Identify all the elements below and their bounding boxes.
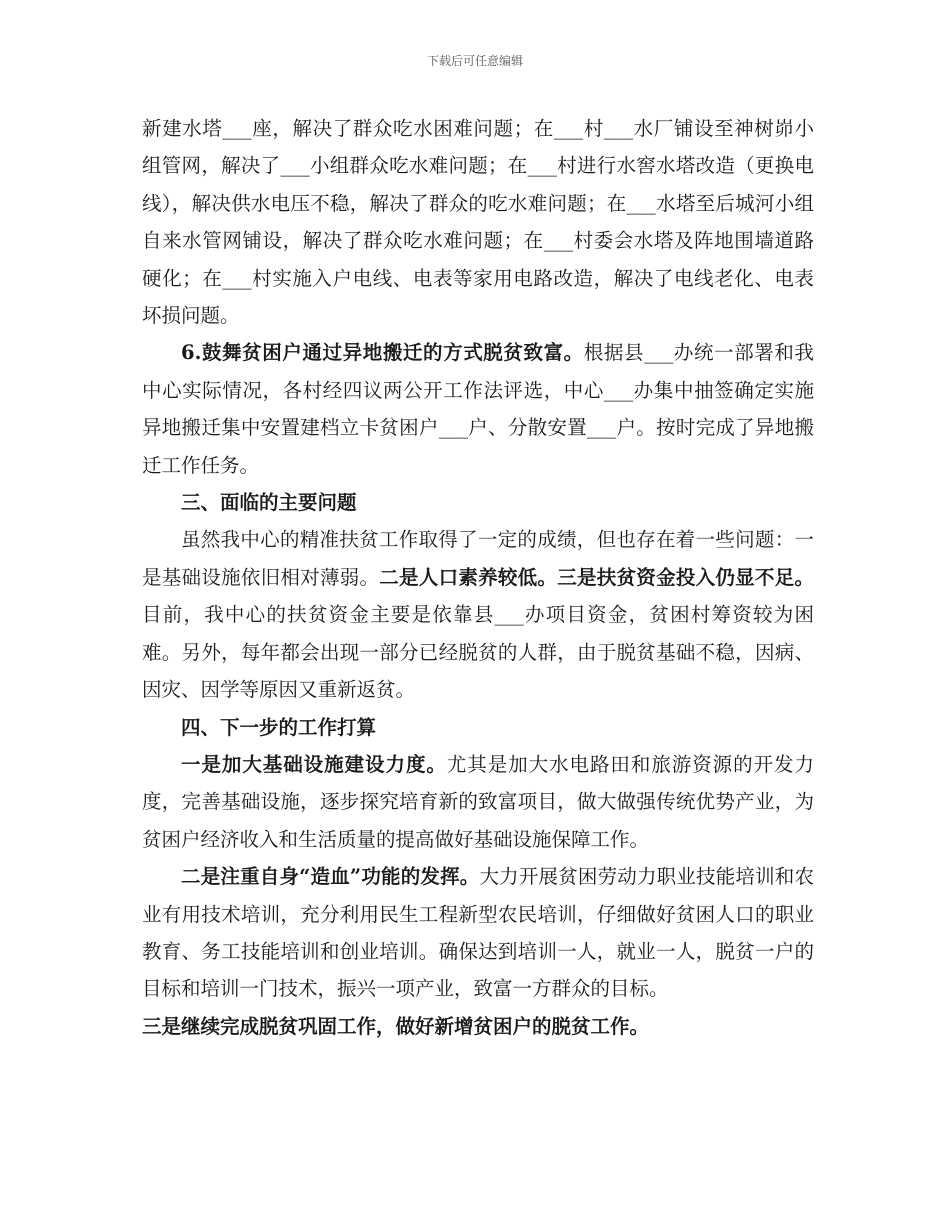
paragraph-text: 根据县___办统一部署和我中心实际情况，各村经四议两公开工作法评选，中心___办集中抽签确定实施异地搬迁集中安置建档立卡贫困户___户、分散安置___户。按时完成了异地搬迁工作任务。 — [142, 341, 814, 477]
paragraph-emphasis: 三是扶贫资金投入仍显不足。 — [557, 565, 814, 589]
paragraph-water-projects — [142, 110, 814, 334]
paragraph-lead: 一是加大基础设施建设力度。 — [181, 752, 447, 776]
paragraph-problems — [142, 521, 814, 708]
paragraph-text: 虽然我中心的精准扶贫工作取得了一定的成绩，但也存在着一些问题：一是基础设施依旧相对薄弱。 — [142, 528, 814, 589]
document-body — [142, 110, 814, 1045]
section-heading-next-steps: 四、下一步的工作打算 — [181, 715, 377, 739]
paragraph-text: 目前，我中心的扶贫资金主要是依靠县___办项目资金，贫困村筹资较为困难。另外，每年都会出现一部分已经脱贫的人群，由于脱贫基础不稳，因病、因灾、因学等原因又重新返贫。 — [142, 603, 814, 702]
paragraph-lead: 二是注重自身“造血”功能的发挥。 — [181, 865, 480, 889]
section-heading-problems: 三、面临的主要问题 — [181, 491, 357, 515]
paragraph-relocation — [142, 334, 814, 484]
paragraph-text: 尤其是加大水电路田和旅游资源的开发力度，完善基础设施，逐步探究培育新的致富项目，做大做强传统优势产业，为贫困户经济收入和生活质量的提高做好基础设施保障工作。 — [142, 752, 814, 851]
paragraph-self-development — [142, 858, 814, 1008]
paragraph-text: 大力开展贫困劳动力职业技能培训和农业有用技术培训，充分利用民生工程新型农民培训，仔细做好贫困人口的职业教育、务工技能培训和创业培训。确保达到培训一人，就业一人，脱贫一户的目标和培训一门技术，振兴一项产业，致富一方群众的目标。 — [142, 865, 814, 1001]
paragraph-emphasis: 二是人口素养较低。 — [379, 565, 558, 589]
paragraph-lead: 6.鼓舞贫困户通过异地搬迁的方式脱贫致富。 — [181, 341, 584, 365]
paragraph-consolidation: 三是继续完成脱贫巩固工作，做好新增贫困户的脱贫工作。 — [142, 1014, 650, 1038]
paragraph-text: 新建水塔___座，解决了群众吃水困难问题；在___村___水厂铺设至神树峁小组管网，解决了___小组群众吃水难问题；在___村进行水窖水塔改造（更换电线），解决供水电压不稳，解决了群众的吃水难问题；在___水塔至后城河小组自来水管网铺设，解决了群众吃水难问题；在___村委会水塔及阵地围墙道路硬化；在___村实施入户电线、电表等家用电路改造，解决了电线老化、电表坏损问题。 — [142, 117, 814, 328]
page-header: 下载后可任意编辑 — [426, 54, 523, 68]
paragraph-infrastructure — [142, 746, 814, 858]
